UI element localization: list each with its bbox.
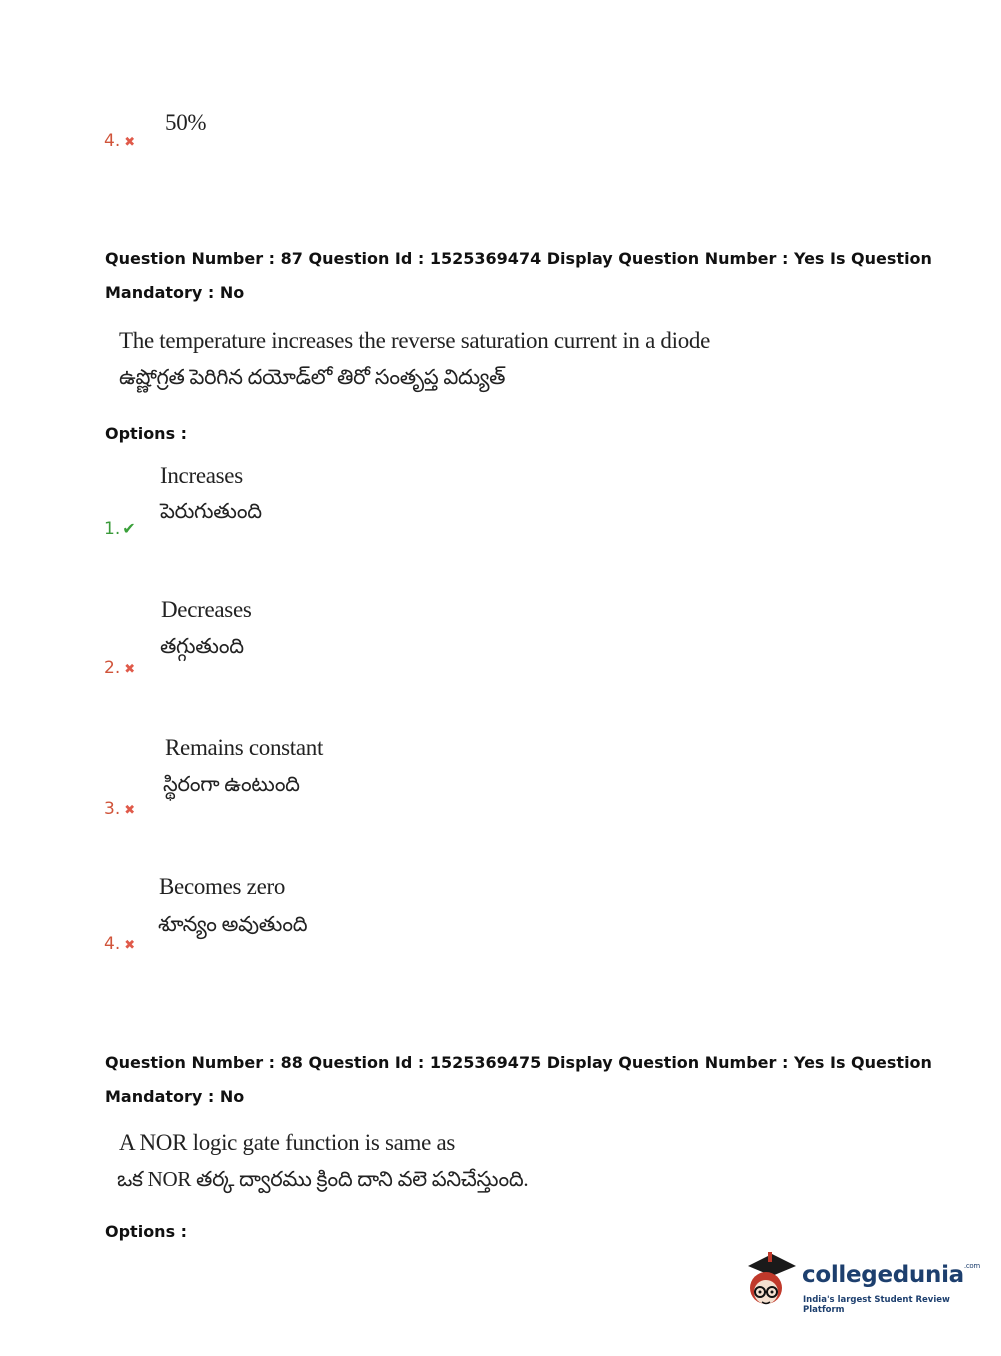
wrong-mark-icon: ✖	[124, 938, 136, 953]
question-88-text-en: A NOR logic gate function is same as	[119, 1130, 456, 1155]
option-2-number	[104, 658, 135, 678]
option-4-text-te: శూన్యం అవుతుంది	[158, 912, 308, 936]
option-2-text-te: తగ్గుతుంది	[160, 634, 244, 658]
logo-brand	[802, 1262, 980, 1288]
wrong-mark-icon: ✖	[124, 135, 136, 150]
option-number: 4.	[104, 934, 121, 954]
option-number: 4.	[104, 131, 121, 151]
logo-tagline: India's largest Student Review Platform	[803, 1295, 950, 1315]
option-4-number	[104, 934, 135, 954]
question-87-text-te: ఉష్ణోగ్రత పెరిగిన దయోడ్‌లో తిరో సంతృప్త విద్యుత్	[119, 365, 506, 389]
question-88-header: Question Number : 88 Question Id : 1525369475 Display Question Number : Yes Is Question	[105, 1053, 932, 1072]
option-4-number	[104, 131, 135, 151]
question-87-header: Question Number : 87 Question Id : 1525369474 Display Question Number : Yes Is Question	[105, 249, 932, 268]
option-3-number	[104, 799, 135, 819]
option-number: 1.	[104, 519, 121, 539]
logo-brand-suffix: .com	[963, 1262, 980, 1270]
correct-check-icon: ✔	[122, 519, 136, 538]
logo-brand-name: collegedunia	[802, 1262, 964, 1288]
option-3-text-en: Remains constant	[165, 735, 324, 760]
option-4-text-en: 50%	[165, 110, 207, 135]
question-87-mandatory: Mandatory : No	[105, 283, 245, 302]
wrong-mark-icon: ✖	[124, 803, 136, 818]
collegedunia-logo	[740, 1250, 980, 1315]
option-1-number	[104, 519, 136, 539]
question-87-options-label: Options :	[105, 424, 188, 443]
question-87-text-en: The temperature increases the reverse saturation current in a diode	[119, 328, 711, 353]
question-88-options-label: Options :	[105, 1222, 188, 1241]
option-3-text-te: స్థిరంగా ఉంటుంది	[163, 772, 300, 796]
wrong-mark-icon: ✖	[124, 662, 136, 677]
option-1-text-te: పెరుగుతుంది	[160, 499, 262, 523]
question-88-text-te: ఒక NOR తర్క ద్వారము క్రింది దాని వలె పనిచేస్తుంది.	[117, 1167, 529, 1191]
mascot-icon	[740, 1250, 800, 1314]
option-4-text-en: Becomes zero	[159, 874, 286, 899]
option-number: 3.	[104, 799, 121, 819]
option-1-text-en: Increases	[160, 463, 243, 488]
option-number: 2.	[104, 658, 121, 678]
option-2-text-en: Decreases	[161, 597, 252, 622]
question-88-mandatory: Mandatory : No	[105, 1087, 245, 1106]
